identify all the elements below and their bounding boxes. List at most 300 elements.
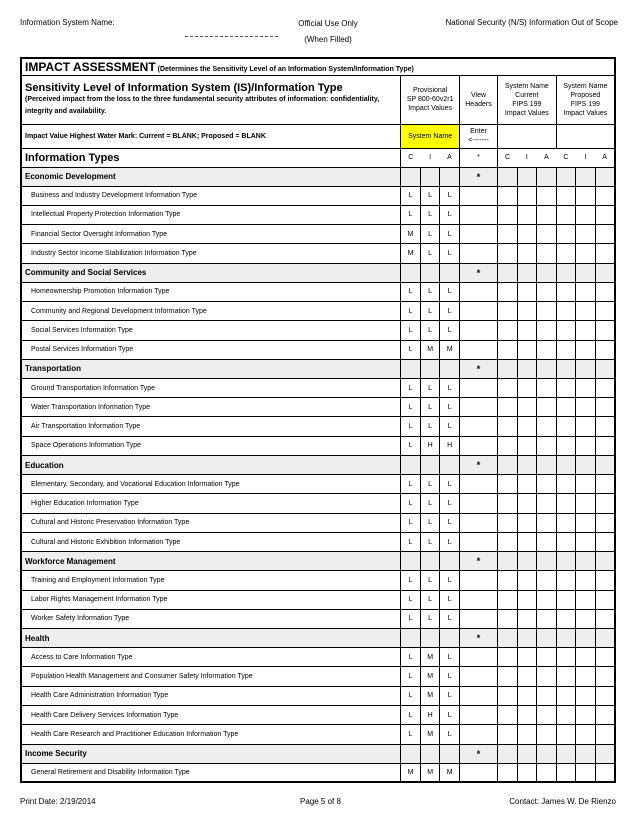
fips-input-cell[interactable] [517, 398, 537, 417]
category-row [21, 629, 615, 648]
fips-input-cell[interactable] [576, 667, 596, 686]
fips-input-cell[interactable] [537, 571, 557, 590]
fips-input-cell[interactable] [556, 225, 576, 244]
provisional-c-value: L [401, 706, 421, 725]
info-type-label: Social Services Information Type [21, 321, 401, 340]
category-i [420, 263, 440, 282]
fips-input-cell[interactable] [576, 301, 596, 320]
info-type-row [21, 590, 615, 609]
official-use-label [283, 16, 373, 48]
info-system-name-label: Information System Name: [20, 18, 115, 27]
fips-input-cell[interactable] [537, 244, 557, 263]
category-fips-cell[interactable] [556, 359, 576, 378]
fips-input-cell[interactable] [556, 725, 576, 744]
fips-input-cell[interactable] [595, 186, 615, 205]
fips-input-cell[interactable] [556, 244, 576, 263]
fips-input-cell[interactable] [537, 321, 557, 340]
fips-input-cell[interactable] [537, 648, 557, 667]
left-arrow-icon: <------- [468, 137, 489, 144]
fips-input-cell[interactable] [517, 340, 537, 359]
category-fips-cell[interactable] [517, 263, 537, 282]
category-fips-cell[interactable] [498, 629, 518, 648]
info-type-row [21, 763, 615, 782]
fips-input-cell[interactable] [537, 301, 557, 320]
fips-input-cell[interactable] [576, 244, 596, 263]
provisional-a-value: M [440, 763, 460, 782]
info-type-label: Space Operations Information Type [21, 436, 401, 455]
fips-input-cell[interactable] [498, 186, 518, 205]
category-c [401, 167, 421, 186]
fips-input-cell[interactable] [556, 494, 576, 513]
category-fips-cell[interactable] [537, 456, 557, 475]
category-fips-cell[interactable] [556, 456, 576, 475]
fips-input-cell[interactable] [556, 321, 576, 340]
provisional-i-value: M [420, 763, 440, 782]
provisional-i-value: L [420, 282, 440, 301]
category-fips-cell[interactable] [595, 263, 615, 282]
fips-input-cell[interactable] [517, 590, 537, 609]
fips-input-cell[interactable] [498, 225, 518, 244]
impact-assessment-title [21, 58, 615, 75]
category-star: * [459, 552, 497, 571]
category-fips-cell[interactable] [595, 359, 615, 378]
provisional-i-value: L [420, 205, 440, 224]
fips-input-cell[interactable] [595, 301, 615, 320]
category-fips-cell[interactable] [595, 167, 615, 186]
fips-input-cell[interactable] [576, 436, 596, 455]
official-use-line2: (When Filled) [304, 35, 352, 44]
fips-input-cell[interactable] [537, 205, 557, 224]
fips-input-cell[interactable] [595, 417, 615, 436]
fips-input-cell[interactable] [576, 609, 596, 628]
fips-input-cell[interactable] [556, 571, 576, 590]
fips-input-cell[interactable] [556, 301, 576, 320]
provisional-a-value: L [440, 186, 460, 205]
provisional-i-value: L [420, 301, 440, 320]
category-fips-cell[interactable] [556, 167, 576, 186]
provisional-i-value: M [420, 725, 440, 744]
category-fips-cell[interactable] [576, 552, 596, 571]
fips-input-cell[interactable] [595, 475, 615, 494]
fips-input-cell[interactable] [576, 706, 596, 725]
category-star: * [459, 167, 497, 186]
star-cell [459, 398, 497, 417]
category-fips-cell[interactable] [517, 629, 537, 648]
fips-input-cell[interactable] [517, 378, 537, 397]
col-proposed-c: C [556, 148, 576, 167]
category-fips-cell[interactable] [537, 263, 557, 282]
fips-input-cell[interactable] [556, 475, 576, 494]
category-star: * [459, 629, 497, 648]
category-fips-cell[interactable] [517, 167, 537, 186]
fips-input-cell[interactable] [576, 225, 596, 244]
category-fips-cell[interactable] [537, 167, 557, 186]
info-type-row [21, 398, 615, 417]
provisional-a-value: L [440, 494, 460, 513]
view-headers-line1: View [470, 91, 487, 99]
fips-input-cell[interactable] [537, 725, 557, 744]
proposed-line1: System Name [563, 82, 608, 90]
provisional-i-value: M [420, 340, 440, 359]
fips-input-cell[interactable] [595, 667, 615, 686]
category-row [21, 167, 615, 186]
fips-input-cell[interactable] [498, 205, 518, 224]
fips-input-cell[interactable] [517, 648, 537, 667]
provisional-c-value: L [401, 494, 421, 513]
enter-label: Enter [470, 128, 487, 135]
fips-input-cell[interactable] [576, 475, 596, 494]
star-cell [459, 301, 497, 320]
fips-input-cell[interactable] [595, 609, 615, 628]
fips-input-cell[interactable] [517, 436, 537, 455]
fips-input-cell[interactable] [517, 282, 537, 301]
category-fips-cell[interactable] [576, 456, 596, 475]
fips-input-cell[interactable] [498, 648, 518, 667]
fips-input-cell[interactable] [537, 513, 557, 532]
category-fips-cell[interactable] [556, 552, 576, 571]
info-type-row [21, 436, 615, 455]
info-type-row [21, 225, 615, 244]
fips-input-cell[interactable] [517, 475, 537, 494]
fips-input-cell[interactable] [576, 648, 596, 667]
fips-input-cell[interactable] [556, 513, 576, 532]
category-fips-cell[interactable] [556, 744, 576, 763]
category-fips-cell[interactable] [556, 263, 576, 282]
star-cell [459, 494, 497, 513]
fips-input-cell[interactable] [576, 186, 596, 205]
fips-input-cell[interactable] [517, 532, 537, 551]
category-fips-cell[interactable] [595, 552, 615, 571]
fips-input-cell[interactable] [595, 763, 615, 782]
category-fips-cell[interactable] [576, 167, 596, 186]
fips-input-cell[interactable] [537, 186, 557, 205]
fips-input-cell[interactable] [556, 686, 576, 705]
fips-input-cell[interactable] [576, 378, 596, 397]
fips-input-cell[interactable] [556, 436, 576, 455]
fips-input-cell[interactable] [576, 513, 596, 532]
star-cell [459, 763, 497, 782]
fips-input-cell[interactable] [595, 706, 615, 725]
star-cell [459, 590, 497, 609]
fips-input-cell[interactable] [595, 244, 615, 263]
info-type-row [21, 321, 615, 340]
star-cell [459, 686, 497, 705]
info-type-row [21, 609, 615, 628]
fips-input-cell[interactable] [556, 186, 576, 205]
fips-input-cell[interactable] [595, 321, 615, 340]
info-type-row [21, 475, 615, 494]
fips-input-cell[interactable] [517, 225, 537, 244]
provisional-a-value: L [440, 301, 460, 320]
category-fips-cell[interactable] [595, 456, 615, 475]
info-type-row [21, 378, 615, 397]
fips-input-cell[interactable] [517, 513, 537, 532]
enter-arrow [459, 124, 497, 148]
fips-input-cell[interactable] [498, 609, 518, 628]
provisional-i-value: L [420, 321, 440, 340]
fips-input-cell[interactable] [576, 340, 596, 359]
provisional-a-value: L [440, 417, 460, 436]
star-cell [459, 436, 497, 455]
category-fips-cell[interactable] [498, 167, 518, 186]
fips-input-cell[interactable] [498, 532, 518, 551]
info-type-label: General Retirement and Disability Information Type [21, 763, 401, 782]
fips-input-cell[interactable] [498, 436, 518, 455]
fips-input-cell[interactable] [517, 725, 537, 744]
category-i [420, 552, 440, 571]
provisional-c-value: L [401, 340, 421, 359]
category-fips-cell[interactable] [517, 456, 537, 475]
fips-input-cell[interactable] [537, 532, 557, 551]
category-i [420, 629, 440, 648]
current-line4: Impact Values [504, 109, 549, 117]
fips-input-cell[interactable] [498, 571, 518, 590]
category-fips-cell[interactable] [537, 744, 557, 763]
fips-input-cell[interactable] [517, 763, 537, 782]
provisional-a-value: L [440, 225, 460, 244]
view-headers-button[interactable] [459, 75, 497, 124]
info-type-label: Cultural and Historic Exhibition Information Type [21, 532, 401, 551]
fips-input-cell[interactable] [595, 590, 615, 609]
category-fips-cell[interactable] [556, 629, 576, 648]
fips-input-cell[interactable] [517, 706, 537, 725]
contact: Contact: James W. De Rienzo [509, 797, 616, 806]
info-type-label: Water Transportation Information Type [21, 398, 401, 417]
star-cell [459, 706, 497, 725]
fips-input-cell[interactable] [556, 340, 576, 359]
info-type-row [21, 205, 615, 224]
provisional-c-value: L [401, 513, 421, 532]
category-c [401, 456, 421, 475]
category-fips-cell[interactable] [576, 744, 596, 763]
fips-input-cell[interactable] [498, 475, 518, 494]
category-label: Economic Development [21, 167, 401, 186]
star-cell [459, 186, 497, 205]
fips-input-cell[interactable] [595, 205, 615, 224]
provisional-a-value: L [440, 706, 460, 725]
fips-input-cell[interactable] [537, 609, 557, 628]
category-fips-cell[interactable] [576, 359, 596, 378]
fips-input-cell[interactable] [556, 532, 576, 551]
fips-input-cell[interactable] [576, 417, 596, 436]
fips-input-cell[interactable] [517, 321, 537, 340]
fips-input-cell[interactable] [595, 532, 615, 551]
provisional-c-value: M [401, 763, 421, 782]
star-cell [459, 417, 497, 436]
col-proposed-a: A [595, 148, 615, 167]
fips-input-cell[interactable] [498, 686, 518, 705]
fips-input-cell[interactable] [517, 494, 537, 513]
category-fips-cell[interactable] [537, 629, 557, 648]
fips-input-cell[interactable] [537, 436, 557, 455]
category-label: Workforce Management [21, 552, 401, 571]
provisional-i-value: L [420, 398, 440, 417]
current-line2: Current [515, 91, 539, 99]
category-fips-cell[interactable] [498, 359, 518, 378]
star-cell [459, 648, 497, 667]
category-label: Income Security [21, 744, 401, 763]
provisional-c-value: L [401, 398, 421, 417]
fips-input-cell[interactable] [556, 282, 576, 301]
fips-input-cell[interactable] [498, 725, 518, 744]
fips-input-cell[interactable] [576, 205, 596, 224]
star-cell [459, 340, 497, 359]
fips-input-cell[interactable] [517, 571, 537, 590]
fips-input-cell[interactable] [556, 648, 576, 667]
fips-input-cell[interactable] [498, 398, 518, 417]
fips-input-cell[interactable] [537, 378, 557, 397]
fips-input-cell[interactable] [517, 205, 537, 224]
fips-input-cell[interactable] [498, 494, 518, 513]
fips-input-cell[interactable] [537, 763, 557, 782]
system-name-input[interactable]: System Name [401, 124, 460, 148]
fips-input-cell[interactable] [498, 244, 518, 263]
info-type-row [21, 301, 615, 320]
fips-input-cell[interactable] [537, 475, 557, 494]
fips-input-cell[interactable] [517, 186, 537, 205]
fips-input-cell[interactable] [576, 494, 596, 513]
fips-input-cell[interactable] [517, 244, 537, 263]
category-fips-cell[interactable] [498, 263, 518, 282]
fips-input-cell[interactable] [537, 340, 557, 359]
provisional-c-value: L [401, 186, 421, 205]
star-cell [459, 571, 497, 590]
category-fips-cell[interactable] [537, 552, 557, 571]
fips-input-cell[interactable] [498, 513, 518, 532]
col-current-i: I [517, 148, 537, 167]
fips-input-cell[interactable] [595, 340, 615, 359]
provisional-c-value: L [401, 609, 421, 628]
category-label: Transportation [21, 359, 401, 378]
provisional-a-value: L [440, 590, 460, 609]
fips-input-cell[interactable] [556, 590, 576, 609]
impact-water-mark-label: Impact Value Highest Water Mark: Current = BLANK; Proposed = BLANK [21, 124, 401, 148]
category-i [420, 359, 440, 378]
fips-input-cell[interactable] [537, 706, 557, 725]
category-fips-cell[interactable] [576, 629, 596, 648]
fips-input-cell[interactable] [537, 590, 557, 609]
fips-input-cell[interactable] [537, 494, 557, 513]
info-type-label: Cultural and Historic Preservation Information Type [21, 513, 401, 532]
provisional-a-value: L [440, 725, 460, 744]
fips-input-cell[interactable] [498, 667, 518, 686]
fips-input-cell[interactable] [576, 725, 596, 744]
proposed-header [556, 75, 615, 124]
star-cell [459, 225, 497, 244]
fips-input-cell[interactable] [517, 686, 537, 705]
provisional-a-value: L [440, 244, 460, 263]
fips-input-cell[interactable] [537, 398, 557, 417]
category-star: * [459, 456, 497, 475]
fips-input-cell[interactable] [498, 590, 518, 609]
fips-input-cell[interactable] [498, 321, 518, 340]
fips-input-cell[interactable] [498, 706, 518, 725]
fips-input-cell[interactable] [595, 648, 615, 667]
fips-input-cell[interactable] [595, 725, 615, 744]
fips-input-cell[interactable] [556, 205, 576, 224]
fips-input-cell[interactable] [556, 398, 576, 417]
fips-input-cell[interactable] [517, 667, 537, 686]
fips-input-cell[interactable] [595, 494, 615, 513]
provisional-i-value: L [420, 571, 440, 590]
fips-input-cell[interactable] [576, 590, 596, 609]
category-fips-cell[interactable] [498, 552, 518, 571]
fips-input-cell[interactable] [537, 667, 557, 686]
category-fips-cell[interactable] [595, 744, 615, 763]
fips-input-cell[interactable] [498, 301, 518, 320]
provisional-header [401, 75, 460, 124]
category-fips-cell[interactable] [537, 359, 557, 378]
info-type-label: Postal Services Information Type [21, 340, 401, 359]
provisional-a-value: L [440, 513, 460, 532]
info-type-row [21, 417, 615, 436]
fips-input-cell[interactable] [537, 282, 557, 301]
fips-input-cell[interactable] [498, 282, 518, 301]
category-fips-cell[interactable] [576, 263, 596, 282]
star-cell [459, 513, 497, 532]
fips-input-cell[interactable] [537, 225, 557, 244]
category-star: * [459, 359, 497, 378]
fips-input-cell[interactable] [556, 706, 576, 725]
fips-input-cell[interactable] [556, 378, 576, 397]
fips-input-cell[interactable] [576, 571, 596, 590]
fips-input-cell[interactable] [595, 571, 615, 590]
fips-input-cell[interactable] [537, 686, 557, 705]
fips-input-cell[interactable] [595, 378, 615, 397]
category-fips-cell[interactable] [517, 359, 537, 378]
provisional-i-value: L [420, 186, 440, 205]
category-fips-cell[interactable] [517, 552, 537, 571]
fips-input-cell[interactable] [576, 282, 596, 301]
fips-input-cell[interactable] [498, 417, 518, 436]
fips-input-cell[interactable] [556, 667, 576, 686]
fips-input-cell[interactable] [576, 763, 596, 782]
provisional-c-value: L [401, 475, 421, 494]
info-type-row [21, 571, 615, 590]
fips-input-cell[interactable] [556, 417, 576, 436]
fips-input-cell[interactable] [595, 282, 615, 301]
fips-input-cell[interactable] [595, 686, 615, 705]
fips-input-cell[interactable] [498, 763, 518, 782]
fips-input-cell[interactable] [517, 609, 537, 628]
fips-input-cell[interactable] [576, 398, 596, 417]
system-name-underline[interactable] [185, 36, 278, 37]
category-fips-cell[interactable] [517, 744, 537, 763]
fips-input-cell[interactable] [595, 513, 615, 532]
fips-input-cell[interactable] [556, 609, 576, 628]
fips-input-cell[interactable] [595, 225, 615, 244]
category-fips-cell[interactable] [595, 629, 615, 648]
category-fips-cell[interactable] [498, 456, 518, 475]
category-c [401, 263, 421, 282]
fips-input-cell[interactable] [517, 417, 537, 436]
provisional-c-value: L [401, 417, 421, 436]
fips-input-cell[interactable] [595, 436, 615, 455]
fips-input-cell[interactable] [576, 686, 596, 705]
fips-input-cell[interactable] [498, 378, 518, 397]
category-fips-cell[interactable] [498, 744, 518, 763]
fips-input-cell[interactable] [517, 301, 537, 320]
info-type-label: Business and Industry Development Information Type [21, 186, 401, 205]
fips-input-cell[interactable] [556, 763, 576, 782]
provisional-i-value: L [420, 244, 440, 263]
info-type-label: Homeownership Promotion Information Type [21, 282, 401, 301]
fips-input-cell[interactable] [498, 340, 518, 359]
fips-input-cell[interactable] [595, 398, 615, 417]
fips-input-cell[interactable] [537, 417, 557, 436]
fips-input-cell[interactable] [576, 321, 596, 340]
fips-input-cell[interactable] [576, 532, 596, 551]
